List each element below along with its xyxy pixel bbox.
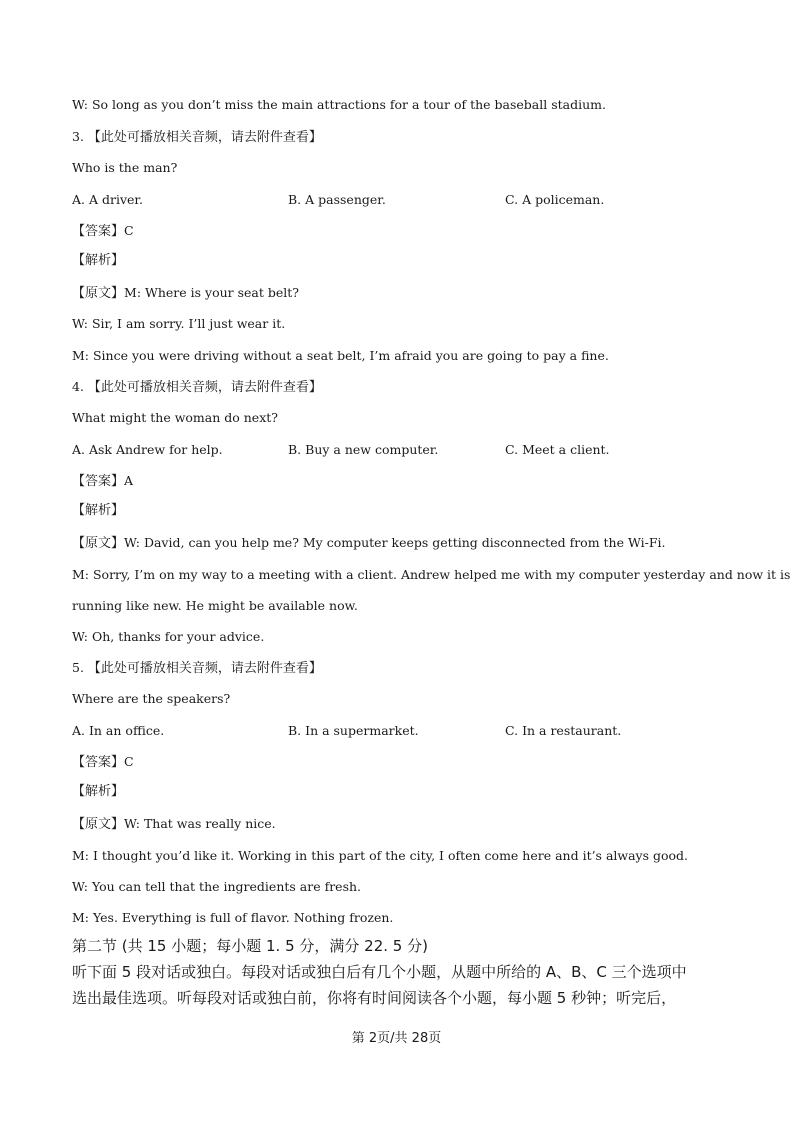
- q4-option-a: A. Ask Andrew for help.: [72, 442, 223, 457]
- q4-answer: [72, 473, 133, 490]
- q5-question: Where are the speakers?: [72, 691, 231, 706]
- q3-transcript-3: M: Since you were driving without a seat belt, I’m afraid you are going to pay a fine.: [72, 348, 609, 363]
- q3-answer: [72, 223, 134, 240]
- q3-header: [72, 129, 322, 146]
- page-footer: 第 2页/共 28页: [351, 1031, 442, 1046]
- q5-transcript-2: M: I thought you’d like it. Working in this part of the city, I often come here and it’s always good.: [72, 848, 689, 863]
- q3-question: Who is the man?: [72, 160, 178, 175]
- q4-transcript-4: W: Oh, thanks for your advice.: [72, 629, 265, 644]
- q5-answer: [72, 754, 134, 771]
- q4-question: What might the woman do next?: [72, 410, 278, 425]
- q3-transcript-2: W: Sir, I am sorry. I’ll just wear it.: [72, 316, 286, 331]
- original-label: 【原文】: [72, 536, 125, 551]
- q3-transcript-1: 【原文】M: Where is your seat belt?: [72, 285, 299, 301]
- q5-number: 5.: [72, 660, 84, 675]
- q5-transcript-4: M: Yes. Everything is full of flavor. Nothing frozen.: [72, 910, 394, 925]
- q5-transcript-1: 【原文】W: That was really nice.: [72, 816, 276, 832]
- q3-option-a: A. A driver.: [72, 192, 143, 207]
- q5-transcript-3: W: You can tell that the ingredients are fresh.: [72, 879, 362, 894]
- q4-audio-note[interactable]: 【此处可播放相关音频，请去附件查看】: [87, 380, 322, 395]
- q5-audio-note[interactable]: 【此处可播放相关音频，请去附件查看】: [87, 661, 322, 676]
- q3-audio-note[interactable]: 【此处可播放相关音频，请去附件查看】: [87, 130, 322, 145]
- q4-transcript-2: M: Sorry, I’m on my way to a meeting with a client. Andrew helped me with my computer yesterday and now it is: [72, 567, 791, 582]
- section2-instructions-1: 听下面 5 段对话或独白。每段对话或独白后有几个小题，从题中所给的 A、B、C 三个选项中: [72, 963, 687, 981]
- original-label: 【原文】: [72, 286, 125, 301]
- q4-number: 4.: [72, 379, 84, 394]
- answer-label: 【答案】: [72, 224, 125, 239]
- q5-analysis-label: 【解析】: [72, 784, 125, 799]
- q4-option-c: C. Meet a client.: [505, 442, 610, 457]
- q4-transcript-3: running like new. He might be available now.: [72, 598, 358, 613]
- q3-analysis-label: 【解析】: [72, 253, 125, 268]
- q3-number: 3.: [72, 129, 84, 144]
- answer-label: 【答案】: [72, 474, 125, 489]
- answer-label: 【答案】: [72, 755, 125, 770]
- q4-option-b: B. Buy a new computer.: [288, 442, 439, 457]
- q2-transcript-tail: W: So long as you don’t miss the main attractions for a tour of the baseball stadium.: [72, 97, 606, 112]
- section2-heading: 第二节 (共 15 小题；每小题 1. 5 分，满分 22. 5 分): [72, 937, 428, 955]
- original-label: 【原文】: [72, 817, 125, 832]
- q3-answer-value: C: [124, 223, 134, 238]
- q5-option-b: B. In a supermarket.: [288, 723, 419, 738]
- q3-option-b: B. A passenger.: [288, 192, 386, 207]
- q5-answer-value: C: [124, 754, 134, 769]
- q5-option-c: C. In a restaurant.: [505, 723, 622, 738]
- section2-instructions-2: 选出最佳选项。听每段对话或独白前，你将有时间阅读各个小题，每小题 5 秒钟；听完后，: [72, 989, 677, 1007]
- q4-header: [72, 379, 322, 396]
- q5-option-a: A. In an office.: [72, 723, 165, 738]
- q4-answer-value: A: [124, 473, 134, 488]
- q3-option-c: C. A policeman.: [505, 192, 605, 207]
- q5-header: [72, 660, 322, 677]
- q4-analysis-label: 【解析】: [72, 503, 125, 518]
- q4-transcript-1: 【原文】W: David, can you help me? My computer keeps getting disconnected from the Wi-Fi.: [72, 535, 666, 551]
